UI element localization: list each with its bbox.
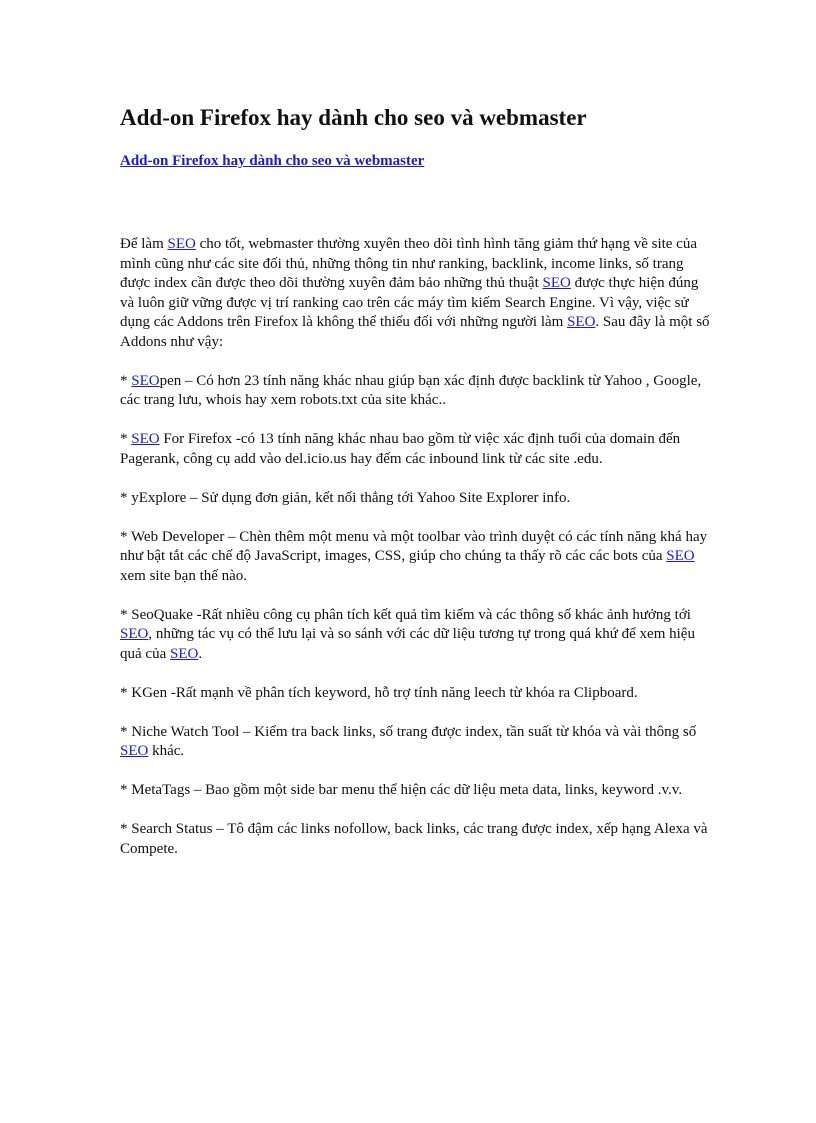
- list-item-niche-watch: [120, 723, 710, 762]
- list-item-seopen: [120, 372, 710, 411]
- item-text: .: [198, 645, 203, 662]
- item-text: * SeoQuake -Rất nhiều công cụ phân tích kết quả tìm kiếm và các thông số khác ảnh hưởng tới: [120, 606, 691, 623]
- bullet-text: *: [120, 372, 132, 389]
- list-item-search-status: * Search Status – Tô đậm các links nofollow, back links, các trang được index, xếp hạng Alexa và Compete.: [120, 821, 708, 857]
- item-text: , những tác vụ có thể lưu lại và so sánh với các dữ liệu tương tự trong quá khứ để xem hiệu quả của: [120, 626, 695, 662]
- title-link[interactable]: Add-on Firefox hay dành cho seo và webmaster: [120, 153, 425, 169]
- item-text: pen – Có hơn 23 tính năng khác nhau giúp bạn xác định được backlink từ Yahoo , Google, các trang lưu, whois hay xem robots.txt của site khác..: [120, 372, 702, 408]
- list-item-yexplore: * yExplore – Sử dụng đơn giản, kết nối thẳng tới Yahoo Site Explorer info.: [120, 489, 571, 506]
- item-text: xem site bạn thế nào.: [120, 567, 248, 584]
- seo-link[interactable]: SEO: [167, 236, 196, 252]
- seo-link[interactable]: SEO: [131, 372, 160, 389]
- document-page: [120, 100, 710, 879]
- bullet-text: *: [120, 431, 132, 447]
- seo-link[interactable]: SEO: [131, 431, 160, 447]
- intro-paragraph: [120, 235, 710, 352]
- intro-text-3: được thực hiện đúng và luôn giữ vững được vị trí ranking cao trên các máy tìm kiếm Search Engine. Vì vậy, việc sử dụng các Addons trên Firefox là không thể thiếu đối với những người làm: [120, 275, 699, 330]
- seo-link[interactable]: SEO: [666, 548, 695, 564]
- intro-text-2: cho tốt, webmaster thường xuyên theo dõi tình hình tăng giảm thứ hạng về site của mình cũng như các site đối thủ, những thông tin như ranking, backlink, income links, số trang được index cần được theo dõi thường xuyên đảm bảo những thủ thuật: [120, 236, 698, 291]
- article-body: [120, 235, 710, 859]
- seo-link[interactable]: SEO: [120, 743, 149, 759]
- page-title: Add-on Firefox hay dành cho seo và webmaster: [120, 105, 587, 130]
- item-text: * Niche Watch Tool – Kiểm tra back links, số trang được index, tần suất từ khóa và vài thông số: [120, 723, 697, 740]
- list-item-web-developer: [120, 528, 710, 587]
- list-item-metatags: * MetaTags – Bao gồm một side bar menu thể hiện các dữ liệu meta data, links, keyword .v.v.: [120, 782, 683, 798]
- item-text: * Web Developer – Chèn thêm một menu và một toolbar vào trình duyệt có các tính năng khá hay như bật tắt các chế độ JavaScript, images, CSS, giúp cho chúng ta thấy rõ các các bots của: [120, 528, 708, 564]
- list-item-seoquake: [120, 606, 710, 665]
- item-text: khác.: [148, 743, 185, 759]
- item-text: For Firefox -có 13 tính năng khác nhau bao gồm từ việc xác định tuổi của domain đến Pagerank, công cụ add vào del.icio.us hay đếm các inbound link từ các site .edu.: [120, 431, 681, 467]
- seo-link[interactable]: SEO: [542, 275, 571, 291]
- seo-link[interactable]: SEO: [120, 626, 149, 642]
- seo-link[interactable]: SEO: [567, 314, 596, 330]
- seo-link[interactable]: SEO: [169, 645, 199, 662]
- list-item-seo-for-firefox: [120, 430, 710, 469]
- list-item-kgen: * KGen -Rất mạnh về phân tích keyword, hỗ trợ tính năng leech từ khóa ra Clipboard.: [120, 684, 638, 701]
- intro-text-4: . Sau đây là một số Addons như vậy:: [120, 314, 710, 350]
- intro-text-1: Để làm: [120, 236, 168, 252]
